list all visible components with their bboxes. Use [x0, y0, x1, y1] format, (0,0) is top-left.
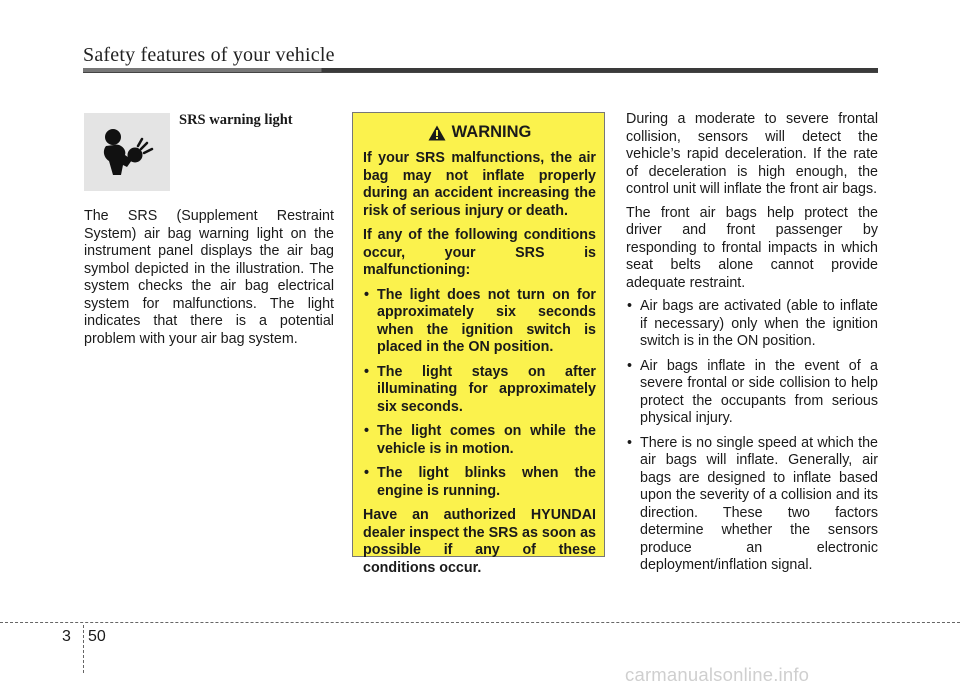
airbag-warning-icon	[100, 127, 156, 179]
right-paragraph-1: During a moderate to severe frontal collision, sensors will detect the vehicle’s rapid deceleration. If the rate of deceleration is high enough, the control unit will inflate the front air bags.	[626, 111, 878, 197]
srs-icon-box	[84, 113, 170, 191]
warning-intro-1: If your SRS malfunctions, the air bag may not inflate properly during an accident increasing the risk of serious injury or death.	[363, 150, 596, 219]
warning-title-text: WARNING	[451, 123, 532, 141]
warning-intro-2: If any of the following conditions occur, your SRS is malfunctioning:	[363, 227, 596, 278]
warning-list-item: • The light does not turn on for approximately six seconds when the ignition switch is placed in the ON position.	[363, 287, 596, 357]
warning-list-item: • The light blinks when the engine is running.	[363, 465, 596, 500]
warning-title	[363, 123, 596, 142]
footer-rule	[0, 622, 960, 623]
watermark: carmanualsonline.info	[625, 664, 810, 685]
right-bullet-list	[626, 298, 878, 575]
left-column	[84, 208, 334, 348]
footer-divider	[83, 625, 84, 673]
warning-list	[363, 287, 596, 501]
right-list-item: • There is no single speed at which the air bags will inflate. Generally, air bags are designed to inflate based upon the severity of a collision and its direction. These two factors determine whether the sensors produce an electronic deployment/inflation signal.	[626, 435, 878, 575]
page-header-title: Safety features of your vehicle	[83, 44, 335, 66]
right-paragraph-2: The front air bags help protect the driver and front passenger by responding to frontal impacts in which seat belts alone cannot provide adequate restraint.	[626, 204, 878, 291]
right-column	[626, 111, 878, 582]
right-list-item: • Air bags inflate in the event of a severe frontal or side collision to help protect the occupants from serious physical injury.	[626, 358, 878, 428]
warning-list-item: • The light stays on after illuminating for approximately six seconds.	[363, 364, 596, 417]
warning-list-item: • The light comes on while the vehicle is in motion.	[363, 423, 596, 458]
srs-warning-heading: SRS warning light	[179, 112, 293, 128]
srs-description: The SRS (Supplement Restraint System) air bag warning light on the instrument panel displays the air bag symbol depicted in the illustration. The system checks the air bag electrical system for malfunctions. The light indicates that there is a potential problem with your air bag system.	[84, 208, 334, 347]
page-number: 50	[88, 628, 106, 645]
warning-triangle-icon	[428, 125, 446, 141]
header-rule-thin	[83, 72, 878, 73]
right-list-item: • Air bags are activated (able to inflate if necessary) only when the ignition switch is in the ON position.	[626, 298, 878, 351]
warning-box	[352, 112, 605, 576]
warning-closing: Have an authorized HYUNDAI dealer inspect the SRS as soon as possible if any of these conditions occur.	[363, 507, 596, 576]
chapter-number: 3	[62, 628, 71, 645]
